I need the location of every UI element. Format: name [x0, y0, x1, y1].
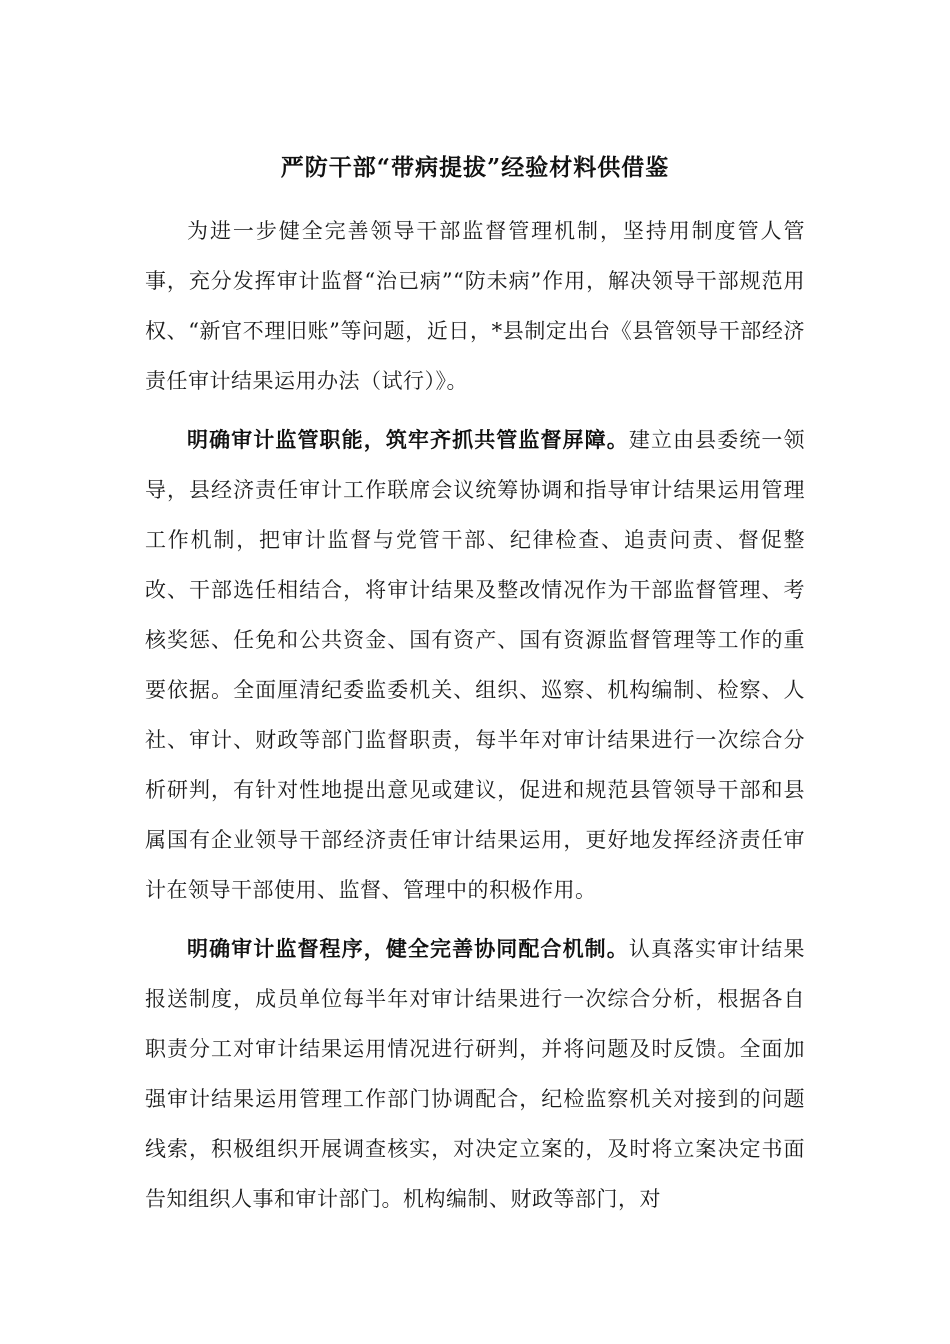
document-page — [145, 150, 805, 1233]
paragraph-body: 认真落实审计结果报送制度，成员单位每半年对审计结果进行一次综合分析，根据各自职责分工对审计结果运用情况进行研判，并将问题及时反馈。全面加强审计结果运用管理工作部门协调配合，纪检监察机关对接到的问题线索，积极组织开展调查核实，对决定立案的，及时将立案决定书面告知组织人事和审计部门。机构编制、财政等部门，对 — [145, 937, 806, 1211]
paragraph-lead: 明确审计监管职能，筑牢齐抓共管监督屏障。 — [187, 427, 629, 452]
paragraph-audit-procedures — [145, 924, 805, 1224]
paragraph-body: 建立由县委统一领导，县经济责任审计工作联席会议统筹协调和指导审计结果运用管理工作机制，把审计监督与党管干部、纪律检查、追责问责、督促整改、干部选任相结合，将审计结果及整改情况作为干部监督管理、考核奖惩、任免和公共资金、国有资产、国有资源监督管理等工作的重要依据。全面厘清纪委监委机关、组织、巡察、机构编制、检察、人社、审计、财政等部门监督职责，每半年对审计结果进行一次综合分析研判，有针对性地提出意见或建议，促进和规范县管领导干部和县属国有企业领导干部经济责任审计结果运用，更好地发挥经济责任审计在领导干部使用、监督、管理中的积极作用。 — [145, 428, 806, 902]
paragraph-body: 为进一步健全完善领导干部监督管理机制，坚持用制度管人管事，充分发挥审计监督“治已病”“防未病”作用，解决领导干部规范用权、“新官不理旧账”等问题，近日，*县制定出台《县管领导干部经济责任审计结果运用办法（试行）》。 — [145, 219, 805, 393]
paragraph-lead: 明确审计监督程序，健全完善协同配合机制。 — [187, 936, 629, 961]
document-title: 严防干部“带病提拔”经验材料供借鉴 — [280, 154, 670, 181]
paragraph-audit-functions — [145, 415, 805, 915]
paragraph-intro — [145, 206, 805, 406]
